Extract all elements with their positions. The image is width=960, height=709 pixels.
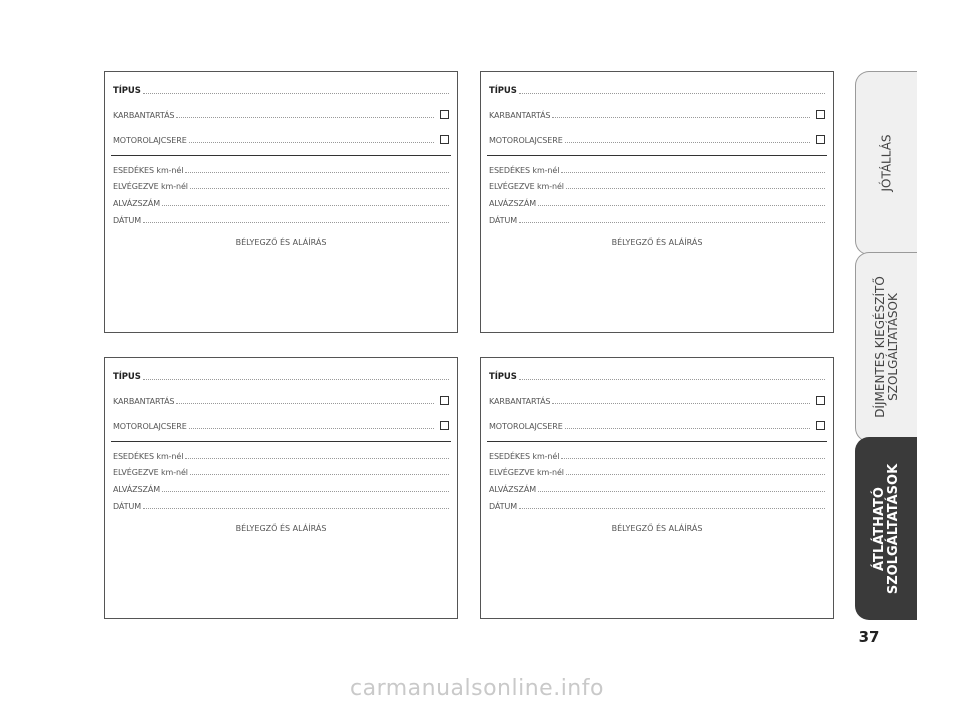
alvazszam-field[interactable] — [113, 196, 449, 208]
service-card-3 — [104, 357, 458, 619]
esedekes-field[interactable] — [489, 449, 825, 461]
elvegezve-label: ELVÉGEZVE km-nél — [489, 468, 564, 477]
dotted-line — [565, 141, 810, 143]
esedekes-label: ESEDÉKES km-nél — [113, 452, 184, 461]
elvegezve-field[interactable] — [489, 179, 825, 191]
datum-label: DÁTUM — [489, 216, 518, 225]
dotted-line — [519, 92, 825, 94]
tipus-field[interactable] — [489, 370, 825, 382]
service-card-1 — [104, 71, 458, 333]
datum-label: DÁTUM — [113, 502, 142, 511]
dotted-line — [176, 402, 434, 404]
karbantartas-label: KARBANTARTÁS — [489, 397, 551, 406]
elvegezve-field[interactable] — [489, 465, 825, 477]
dotted-line — [189, 141, 434, 143]
alvazszam-field[interactable] — [489, 196, 825, 208]
karbantartas-field — [489, 394, 825, 406]
dotted-line — [566, 187, 825, 189]
karbantartas-label: KARBANTARTÁS — [113, 397, 175, 406]
motorolajcsere-checkbox[interactable] — [440, 135, 449, 144]
karbantartas-label: KARBANTARTÁS — [113, 111, 175, 120]
datum-label: DÁTUM — [113, 216, 142, 225]
tab-dijmentes-kiegeszito-szolgaltatasok[interactable] — [855, 252, 917, 442]
elvegezve-label: ELVÉGEZVE km-nél — [113, 468, 188, 477]
motorolajcsere-checkbox[interactable] — [440, 421, 449, 430]
tab-dijmentes-label: DÍJMENTES KIEGÉSZÍTŐ SZOLGÁLTATÁSOK — [872, 276, 900, 418]
datum-field[interactable] — [113, 213, 449, 225]
karbantartas-checkbox[interactable] — [816, 110, 825, 119]
dotted-line — [176, 116, 434, 118]
dotted-line — [189, 427, 434, 429]
stamp-signature-label: BÉLYEGZŐ ÉS ALÁÍRÁS — [235, 238, 327, 247]
dotted-line — [143, 507, 449, 509]
motorolajcsere-field — [489, 419, 825, 431]
elvegezve-field[interactable] — [113, 179, 449, 191]
elvegezve-label: ELVÉGEZVE km-nél — [489, 182, 564, 191]
alvazszam-field[interactable] — [489, 482, 825, 494]
karbantartas-field — [489, 108, 825, 120]
dotted-line — [561, 171, 825, 173]
dotted-line — [519, 221, 825, 223]
alvazszam-label: ALVÁZSZÁM — [489, 199, 536, 208]
stamp-signature-label: BÉLYEGZŐ ÉS ALÁÍRÁS — [611, 524, 703, 533]
dotted-line — [143, 378, 449, 380]
esedekes-field[interactable] — [113, 449, 449, 461]
datum-field[interactable] — [489, 499, 825, 511]
dotted-line — [190, 473, 449, 475]
tab-jotallas[interactable] — [855, 71, 917, 255]
tab-atlathato-label: ÁTLÁTHATÓ SZOLGÁLTATÁSOK — [871, 463, 901, 594]
datum-field[interactable] — [113, 499, 449, 511]
dotted-line — [561, 457, 825, 459]
dotted-line — [185, 171, 449, 173]
esedekes-field[interactable] — [113, 163, 449, 175]
tipus-field[interactable] — [113, 84, 449, 96]
dotted-line — [190, 187, 449, 189]
divider — [111, 441, 451, 442]
dotted-line — [538, 204, 825, 206]
tipus-label: TÍPUS — [489, 372, 517, 382]
dotted-line — [143, 92, 449, 94]
alvazszam-field[interactable] — [113, 482, 449, 494]
tab-jotallas-label: JÓTÁLLÁS — [879, 134, 893, 192]
tipus-field[interactable] — [113, 370, 449, 382]
page-number: 37 — [858, 628, 880, 646]
divider — [487, 441, 827, 442]
karbantartas-checkbox[interactable] — [440, 396, 449, 405]
karbantartas-field — [113, 108, 449, 120]
motorolajcsere-label: MOTOROLAJCSERE — [489, 422, 563, 431]
tab-atlathato-szolgaltatasok[interactable] — [855, 437, 917, 620]
service-card-4 — [480, 357, 834, 619]
esedekes-label: ESEDÉKES km-nél — [113, 166, 184, 175]
stamp-signature-label: BÉLYEGZŐ ÉS ALÁÍRÁS — [611, 238, 703, 247]
alvazszam-label: ALVÁZSZÁM — [113, 485, 160, 494]
elvegezve-label: ELVÉGEZVE km-nél — [113, 182, 188, 191]
alvazszam-label: ALVÁZSZÁM — [113, 199, 160, 208]
alvazszam-label: ALVÁZSZÁM — [489, 485, 536, 494]
motorolajcsere-label: MOTOROLAJCSERE — [113, 136, 187, 145]
esedekes-field[interactable] — [489, 163, 825, 175]
motorolajcsere-checkbox[interactable] — [816, 421, 825, 430]
dotted-line — [162, 490, 449, 492]
dotted-line — [185, 457, 449, 459]
motorolajcsere-label: MOTOROLAJCSERE — [113, 422, 187, 431]
datum-label: DÁTUM — [489, 502, 518, 511]
dotted-line — [162, 204, 449, 206]
karbantartas-label: KARBANTARTÁS — [489, 111, 551, 120]
motorolajcsere-field — [489, 133, 825, 145]
service-card-2 — [480, 71, 834, 333]
dotted-line — [552, 402, 810, 404]
dotted-line — [519, 378, 825, 380]
dotted-line — [566, 473, 825, 475]
dotted-line — [565, 427, 810, 429]
esedekes-label: ESEDÉKES km-nél — [489, 166, 560, 175]
karbantartas-checkbox[interactable] — [816, 396, 825, 405]
dotted-line — [552, 116, 810, 118]
motorolajcsere-field — [113, 419, 449, 431]
divider — [111, 155, 451, 156]
datum-field[interactable] — [489, 213, 825, 225]
tipus-label: TÍPUS — [489, 86, 517, 96]
dotted-line — [143, 221, 449, 223]
tipus-label: TÍPUS — [113, 372, 141, 382]
divider — [487, 155, 827, 156]
motorolajcsere-field — [113, 133, 449, 145]
motorolajcsere-label: MOTOROLAJCSERE — [489, 136, 563, 145]
dotted-line — [519, 507, 825, 509]
stamp-signature-label: BÉLYEGZŐ ÉS ALÁÍRÁS — [235, 524, 327, 533]
dotted-line — [538, 490, 825, 492]
watermark: carmanualsonline.info — [350, 676, 604, 701]
tipus-label: TÍPUS — [113, 86, 141, 96]
motorolajcsere-checkbox[interactable] — [816, 135, 825, 144]
karbantartas-field — [113, 394, 449, 406]
esedekes-label: ESEDÉKES km-nél — [489, 452, 560, 461]
karbantartas-checkbox[interactable] — [440, 110, 449, 119]
elvegezve-field[interactable] — [113, 465, 449, 477]
tipus-field[interactable] — [489, 84, 825, 96]
